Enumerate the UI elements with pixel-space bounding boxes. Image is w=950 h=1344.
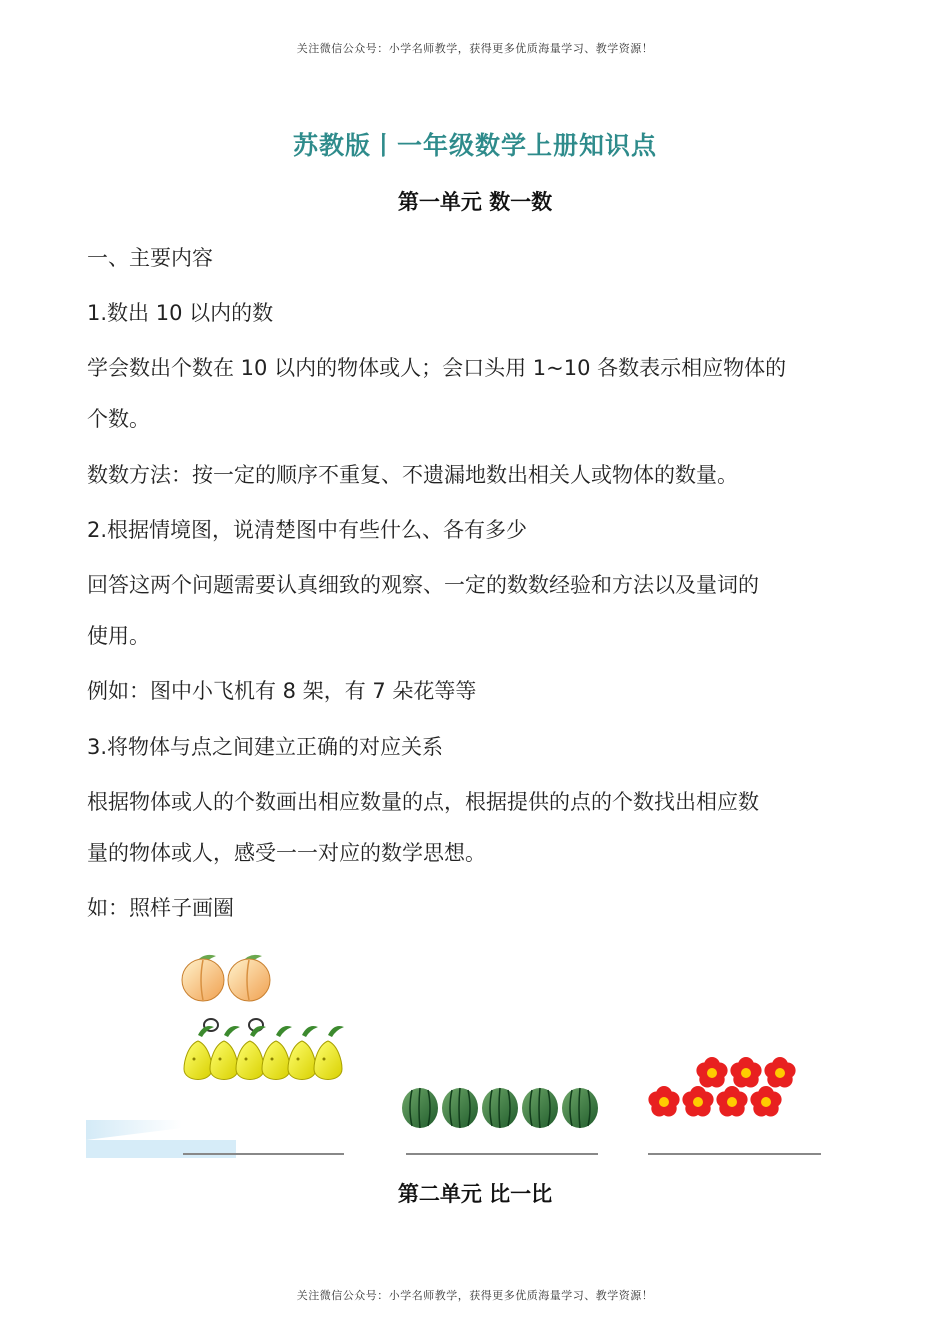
peach-group bbox=[182, 955, 270, 1001]
pear-icon bbox=[236, 1026, 266, 1080]
item1-heading: 1.数出 10 以内的数 bbox=[87, 301, 274, 325]
page-header: 关注微信公众号：小学名师教学，获得更多优质海量学习、教学资源！ bbox=[296, 42, 654, 55]
pear-icon bbox=[314, 1026, 344, 1080]
pepper-icon bbox=[522, 1088, 558, 1128]
pear-icon bbox=[262, 1026, 292, 1080]
item2-heading: 2.根据情境图，说清楚图中有些什么、各有多少 bbox=[87, 518, 528, 542]
peach-icon bbox=[228, 955, 270, 1001]
counting-illustration bbox=[86, 945, 866, 1163]
peach-icon bbox=[182, 955, 224, 1001]
flower-icon bbox=[648, 1086, 679, 1117]
pear-icon bbox=[184, 1026, 214, 1080]
item1-paragraph-line2: 个数。 bbox=[87, 407, 150, 431]
flower-group bbox=[648, 1057, 795, 1117]
item3-paragraph-line1: 根据物体或人的个数画出相应数量的点，根据提供的点的个数找出相应数 bbox=[87, 790, 759, 814]
item2-example: 例如：图中小飞机有 8 架，有 7 朵花等等 bbox=[87, 679, 477, 703]
pepper-group bbox=[402, 1088, 598, 1128]
flower-icon bbox=[716, 1086, 747, 1117]
item3-heading: 3.将物体与点之间建立正确的对应关系 bbox=[87, 735, 444, 759]
flower-icon bbox=[750, 1086, 781, 1117]
item2-paragraph-line1: 回答这两个问题需要认真细致的观察、一定的数数经验和方法以及量词的 bbox=[87, 573, 759, 597]
unit1-title: 第一单元 数一数 bbox=[397, 190, 553, 214]
flower-icon bbox=[696, 1057, 727, 1088]
pepper-icon bbox=[482, 1088, 518, 1128]
pear-icon bbox=[288, 1026, 318, 1080]
section1-heading: 一、主要内容 bbox=[87, 246, 213, 270]
pear-group bbox=[184, 1026, 344, 1080]
pepper-icon bbox=[402, 1088, 438, 1128]
flower-icon bbox=[682, 1086, 713, 1117]
floor-shade-bar bbox=[86, 1140, 236, 1158]
item2-paragraph-line2: 使用。 bbox=[87, 624, 150, 648]
pear-icon bbox=[210, 1026, 240, 1080]
pepper-icon bbox=[442, 1088, 478, 1128]
flower-icon bbox=[730, 1057, 761, 1088]
item3-paragraph-line2: 量的物体或人，感受一一对应的数学思想。 bbox=[87, 841, 486, 865]
unit2-title: 第二单元 比一比 bbox=[397, 1182, 553, 1206]
pepper-icon bbox=[562, 1088, 598, 1128]
page-footer: 关注微信公众号：小学名师教学，获得更多优质海量学习、教学资源！ bbox=[296, 1289, 654, 1302]
document-title: 苏教版丨一年级数学上册知识点 bbox=[292, 131, 657, 160]
floor-shade bbox=[86, 1120, 246, 1140]
item1-method: 数数方法：按一定的顺序不重复、不遗漏地数出相关人或物体的数量。 bbox=[87, 463, 738, 487]
item3-example: 如：照样子画圈 bbox=[87, 896, 234, 920]
item1-paragraph-line1: 学会数出个数在 10 以内的物体或人；会口头用 1~10 各数表示相应物体的 bbox=[87, 356, 787, 380]
flower-icon bbox=[764, 1057, 795, 1088]
